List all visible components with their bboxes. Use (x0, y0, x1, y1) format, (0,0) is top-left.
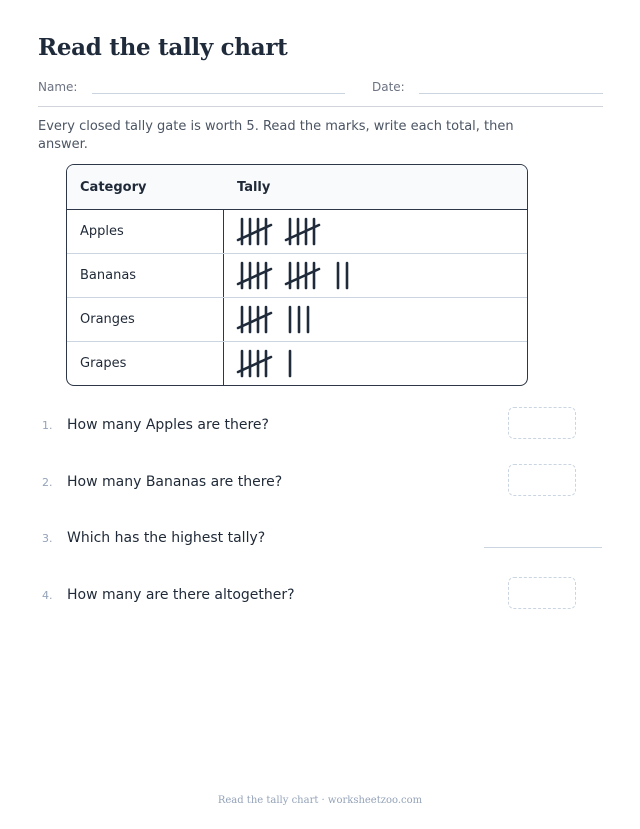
question-text: How many are there altogether? (67, 587, 295, 603)
tally-marks (224, 254, 526, 297)
header-category: Category (80, 180, 147, 195)
page-title: Read the tally chart (38, 34, 288, 61)
row-category: Apples (80, 224, 124, 239)
row-category: Grapes (80, 356, 127, 371)
date-field[interactable] (419, 93, 603, 94)
tally-svg (224, 298, 524, 341)
table-row (67, 210, 527, 254)
question-number: 3. (42, 532, 53, 545)
question-number: 1. (42, 419, 53, 432)
question-text: Which has the highest tally? (67, 530, 266, 546)
tally-marks (224, 342, 526, 385)
answer-box-4[interactable] (508, 577, 576, 609)
name-field[interactable] (92, 93, 345, 94)
tally-svg (224, 342, 524, 385)
name-date-row (38, 80, 603, 96)
header-divider (38, 106, 603, 107)
table-header (67, 165, 527, 210)
question-number: 2. (42, 476, 53, 489)
answer-box-2[interactable] (508, 464, 576, 496)
instructions: Every closed tally gate is worth 5. Read the marks, write each total, then answer. (38, 119, 514, 152)
date-label: Date: (372, 80, 405, 94)
question-text: How many Bananas are there? (67, 474, 283, 490)
tally-table (66, 164, 528, 386)
tally-svg (224, 254, 524, 297)
row-category: Bananas (80, 268, 137, 283)
header-tally: Tally (237, 180, 271, 195)
tally-marks (224, 210, 526, 253)
table-row (67, 342, 527, 385)
table-row (67, 254, 527, 298)
tally-svg (224, 210, 524, 253)
row-category: Oranges (80, 312, 135, 327)
answer-box-1[interactable] (508, 407, 576, 439)
answer-line-3[interactable] (484, 547, 602, 548)
name-label: Name: (38, 80, 78, 94)
tally-marks (224, 298, 526, 341)
question-number: 4. (42, 589, 53, 602)
table-row (67, 298, 527, 342)
footer: Read the tally chart · worksheetzoo.com (217, 795, 423, 806)
question-text: How many Apples are there? (67, 417, 269, 433)
